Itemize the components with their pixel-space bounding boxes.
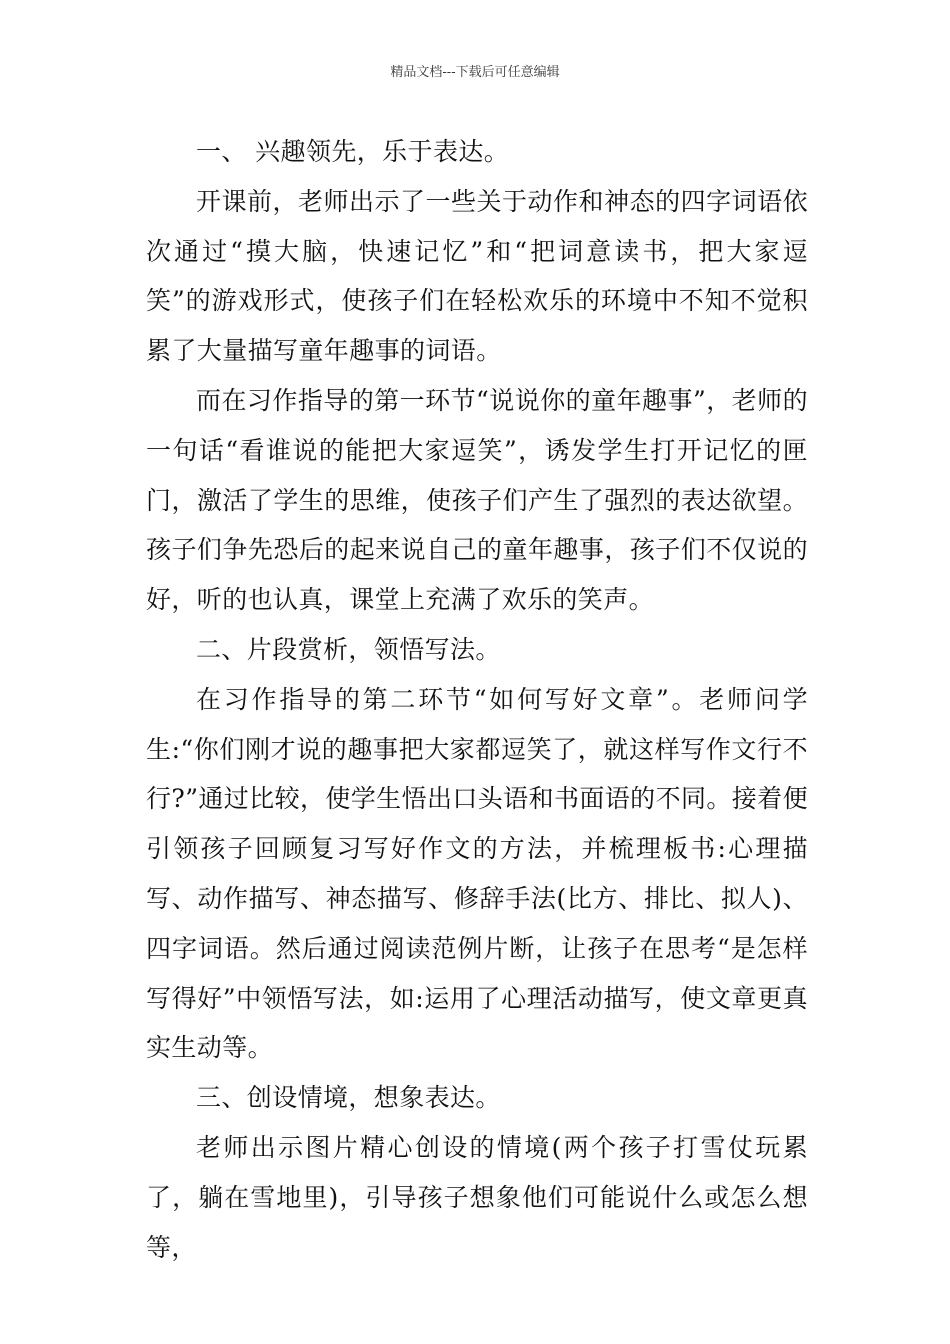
paragraph: 而在习作指导的第一环节“说说你的童年趣事”，老师的一句话“看谁说的能把大家逗笑”，诱发学生打开记忆的匣门，激活了学生的思维，使孩子们产生了强烈的表达欲望。孩子们争先恐后的起来说自己的童年趣事，孩子们不仅说的好，听的也认真，课堂上充满了欢乐的笑声。 — [146, 385, 808, 615]
paragraph: 开课前，老师出示了一些关于动作和神态的四字词语依次通过“摸大脑，快速记忆”和“把词意读书，把大家逗笑”的游戏形式，使孩子们在轻松欢乐的环境中不知不觉积累了大量描写童年趣事的词语。 — [146, 186, 808, 366]
paragraph: 在习作指导的第二环节“如何写好文章”。老师问学生:“你们刚才说的趣事把大家都逗笑了，就这样写作文行不行?”通过比较，使学生悟出口头语和书面语的不同。接着便引领孩子回顾复习写好作文的方法，并梳理板书:心理描写、动作描写、神态描写、修辞手法(比方、排比、拟人)、四字词语。然后通过阅读范例片断，让孩子在思考“是怎样写得好”中领悟写法，如:运用了心理活动描写，使文章更真实生动等。 — [146, 684, 808, 1063]
section-heading-1: 一、 兴趣领先，乐于表达。 — [196, 137, 510, 166]
document-body — [146, 127, 808, 1272]
section-heading-3: 三、创设情境，想象表达。 — [196, 1083, 501, 1113]
paragraph: 老师出示图片精心创设的情境(两个孩子打雪仗玩累了，躺在雪地里)，引导孩子想象他们可能说什么或怎么想等， — [146, 1132, 808, 1262]
section-heading-2: 二、片段赏析，领悟写法。 — [196, 634, 501, 664]
page-header: 精品文档---下载后可任意编辑 — [390, 65, 560, 80]
